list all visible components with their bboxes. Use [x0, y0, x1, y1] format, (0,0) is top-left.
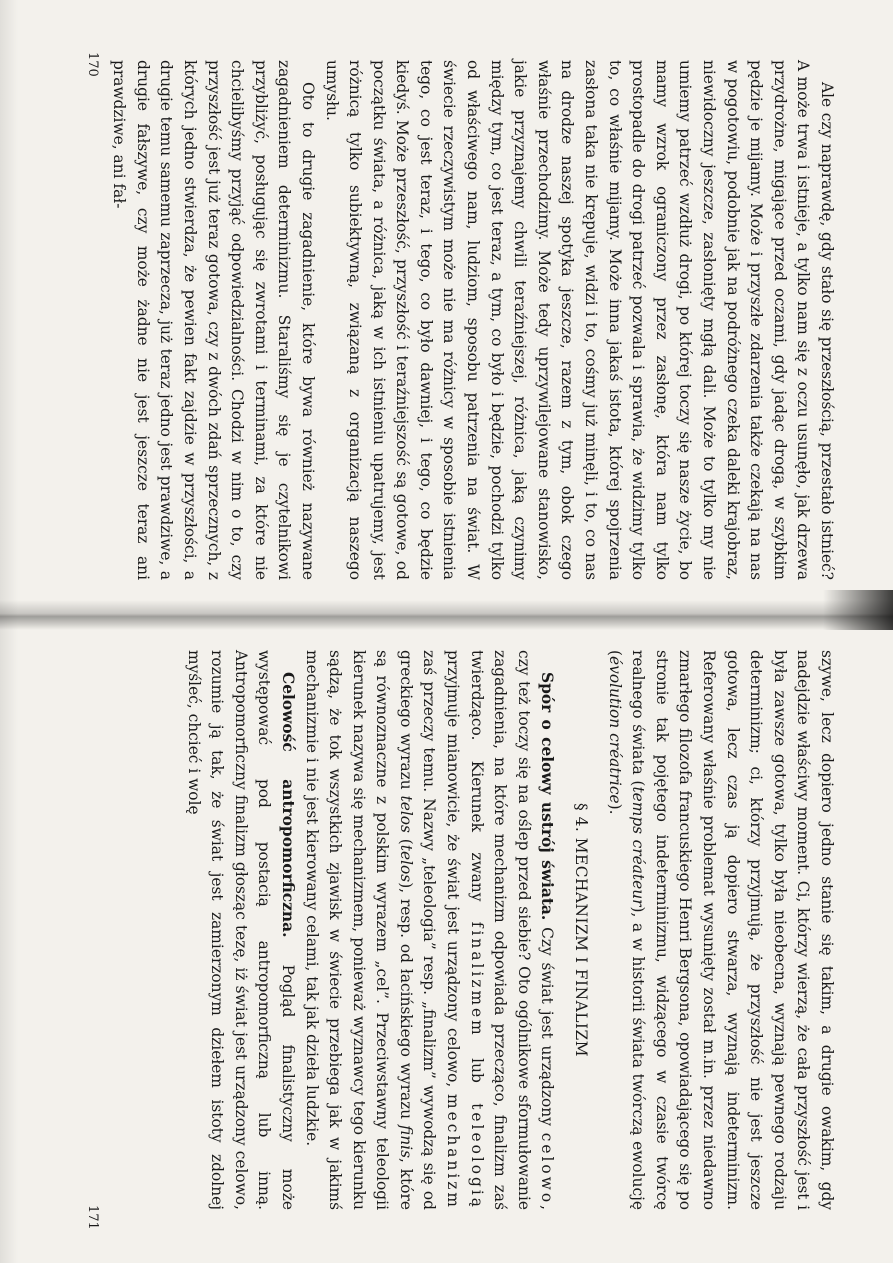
page-170-paragraph-1: Ale czy naprawdę, gdy stało się przeszłością, przestało istnieć? A może trwa i istnieje, a tylko nam się z oczu usunęło, jak drzewa przydrożne, migające przed oczami, gdy jadąc drogą, w szybkim pędzie je mijamy. Może i przyszłe zdarzenia także czekają na nas w pogotowiu, podobnie jak na podróżnego czeka daleki krajobraz, niewidoczny jeszcze, zasłonięty mgłą dali. Może to tylko my nie umiemy patrzeć wzdłuż drogi, po której toczy się nasze życie, bo mamy wzrok ograniczony przez zasłonę, która nam tylko prostopadle do drogi patrzeć pozwala i sprawia, że widzimy tylko to, co właśnie mijamy. Może inna jakaś istota, której spojrzenia zasłona taka nie krępuje, widzi i to, cośmy już minęli, i to, co nas na drodze naszej spotyka jeszcze, razem z tym, obok czego właśnie przechodzimy. Może tedy uprzywilejowane stanowisko, jakie przyznajemy chwili teraźniejszej, różnica, jaką czynimy między tym, co jest teraz, a tym, co było i będzie, pochodzi tylko od właściwego nam, ludziom, sposobu patrzenia na świat. W świecie rzeczywistym może nie ma różnicy w sposobie istnienia tego, co jest teraz, i tego, co było dawniej, i tego, co będzie kiedyś. Może przeszłość, przyszłość i teraźniejszość są gotowe, od początku świata, a różnica, jaką w ich istnieniu upatrujemy, jest różnicą tylko subiektywną, związaną z organizacją naszego umysłu. — [322, 60, 836, 580]
page-171 — [68, 650, 838, 1210]
page-170 — [68, 60, 838, 580]
scan-edge-shadow — [0, 0, 18, 1263]
page-170-paragraph-2: Oto to drugie zagadnienie, które bywa również nazywane zagadnieniem determinizmu. Staraliśmy się je czytelnikowi przybliżyć, posługując się zwrotami i terminami, za które nie chcielibyśmy przyjąć odpowiedzialności. Chodzi w nim o to, czy przyszłość jest już teraz gotowa, czy z dwóch zdań sprzecznych, z których jedno stwierdza, że pewien fakt zajdzie w przyszłości, a drugie temu samemu zaprzecza, już teraz jedno jest prawdziwe, a drugie fałszywe, czy może żadne nie jest jeszcze teraz ani prawdziwe, ani fał- — [110, 60, 317, 580]
page-171-paragraph-celowosc: Celowość antropomorficzna. Pogląd finalistyczny może występować pod postacią antropomorficzną lub inną. Antropomorficzny finalizm głosząc tezę, iż świat jest urządzony celowo, rozumie ją tak, że świat jest zamierzonym dziełem istoty zdolnej myśleć, chcieć i wolę — [184, 650, 297, 1210]
paragraph-lead-spor: Spór o celowy ustrój świata. — [538, 672, 557, 921]
page-number-171: 171 — [85, 1205, 100, 1230]
page-171-paragraph-spor: Spór o celowy ustrój świata. Czy świat jest urządzony celowo, czy też toczy się na oślep przed siebie? Oto ogólnikowe sformułowanie zagadnienia, na które mechanizm odpowiada przecząco, finalizm zaś twierdząco. Kierunek zwany finalizmem lub teleologią przyjmuje mianowicie, że świat jest urządzony celowo, mechanizm zaś przeczy temu. Nazwy „teleologia” resp. „finalizm” wywodzą się od greckiego wyrazu telos (telos), resp. od łacińskiego wyrazu finis, które są równoznaczne z polskim wyrazem „cel”. Przeciwstawny teleologii kierunek nazywa się mechanizmem, ponieważ wyznawcy tego kierunku sądzą, że tok wszystkich zjawisk w świecie przebiega jak w jakimś mechanizmie i nie jest kierowany celami, tak jak dzieła ludzkie. — [302, 650, 557, 1210]
page-171-continuation: szywe, lecz dopiero jedno stanie się takim, a drugie owakim, gdy nadejdzie właściwy moment. Ci, którzy wierzą, że cała przyszłość jest i była zawsze gotowa, tylko była nieobecna, wyznają pewnego rodzaju determinizm; ci, którzy przyjmują, że przyszłość nie jest jeszcze gotowa, lecz czas ją dopiero stwarza, wyznają indeterminizm. Referowany właśnie problemat wysunięty został m.in. przez niedawno zmarłego filozofa francuskiego Henri Bergsona, opowiadającego się po stronie tak pojętego indeterminizmu, widzącego w czasie twórcę realnego świata (temps créateur), a w historii świata twórczą ewolucję (évolution créatrice). — [605, 650, 836, 1210]
book-spine-shadow — [0, 600, 893, 630]
book-spine-dark-edge — [823, 590, 893, 630]
page-number-170: 170 — [85, 52, 100, 77]
section-heading: § 4. MECHANIZM I FINALIZM — [572, 803, 591, 1057]
paragraph-lead-celowosc: Celowość antropomorficzna. — [278, 672, 297, 938]
page-171-text — [181, 650, 838, 1210]
page-170-text — [107, 60, 838, 580]
